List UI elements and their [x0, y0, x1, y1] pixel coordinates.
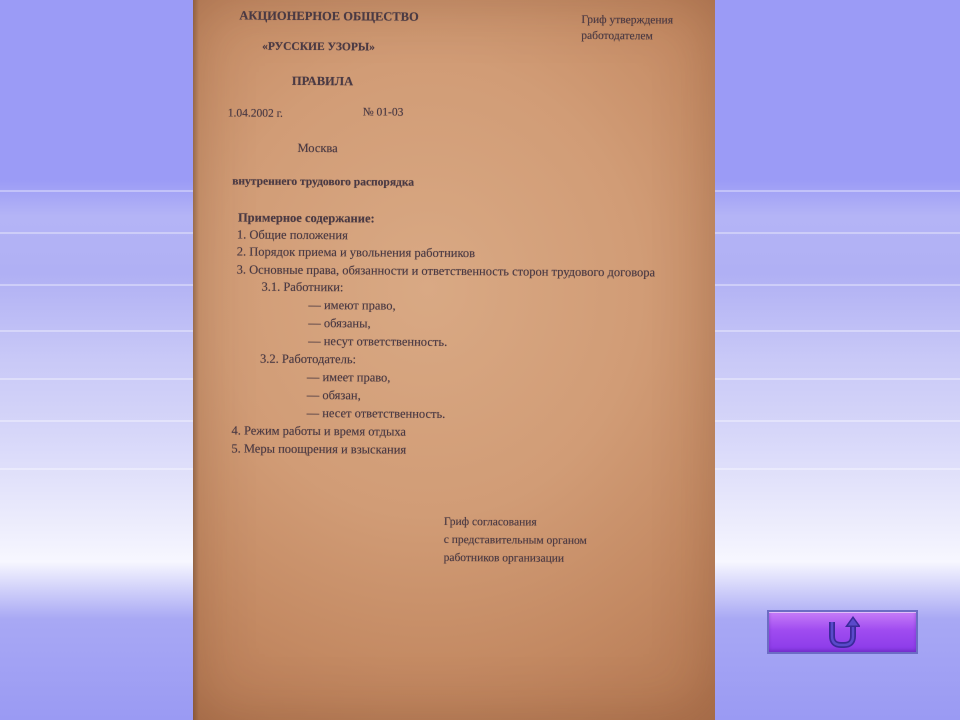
- agreement-stamp-line2: с представительным органом: [443, 533, 587, 547]
- document-page: [193, 0, 715, 720]
- agreement-stamp-line1: Гриф согласования: [443, 515, 537, 529]
- document-subject: внутреннего трудового распорядка: [232, 175, 415, 189]
- contents-item-3-2-a: — имеет право,: [306, 369, 391, 385]
- document-number: № 01-03: [362, 106, 404, 119]
- document-city: Москва: [297, 140, 338, 156]
- document-date: 1.04.2002 г.: [227, 107, 283, 120]
- contents-item-3: 3. Основные права, обязанности и ответственность сторон трудового договора: [236, 262, 656, 280]
- agreement-stamp-line3: работников организации: [443, 551, 565, 565]
- u-turn-arrow-icon: [826, 614, 860, 650]
- contents-item-4: 4. Режим работы и время отдыха: [231, 423, 407, 439]
- return-button[interactable]: [767, 610, 918, 654]
- company-name: «РУССКИЕ УЗОРЫ»: [262, 40, 375, 54]
- contents-item-2: 2. Порядок приема и увольнения работников: [236, 244, 476, 261]
- document-type: ПРАВИЛА: [291, 73, 354, 89]
- contents-item-3-1-b: — обязаны,: [308, 315, 371, 331]
- contents-item-3-2-c: — несет ответственность.: [306, 405, 446, 421]
- contents-item-3-1: 3.1. Работники:: [261, 279, 344, 295]
- contents-item-3-2: 3.2. Работодатель:: [259, 351, 357, 367]
- approval-stamp-line1: Гриф утверждения: [581, 13, 674, 27]
- contents-heading: Примерное содержание:: [237, 210, 375, 226]
- document-photo: [193, 0, 715, 720]
- contents-item-3-1-c: — несут ответственность.: [308, 333, 448, 349]
- contents-item-3-2-b: — обязан,: [306, 387, 361, 403]
- approval-stamp-line2: работодателем: [581, 29, 653, 43]
- contents-item-3-1-a: — имеют право,: [308, 297, 396, 313]
- contents-item-1: 1. Общие положения: [236, 227, 348, 243]
- company-heading: АКЦИОНЕРНОЕ ОБЩЕСТВО: [239, 8, 419, 24]
- contents-item-5: 5. Меры поощрения и взыскания: [231, 441, 407, 457]
